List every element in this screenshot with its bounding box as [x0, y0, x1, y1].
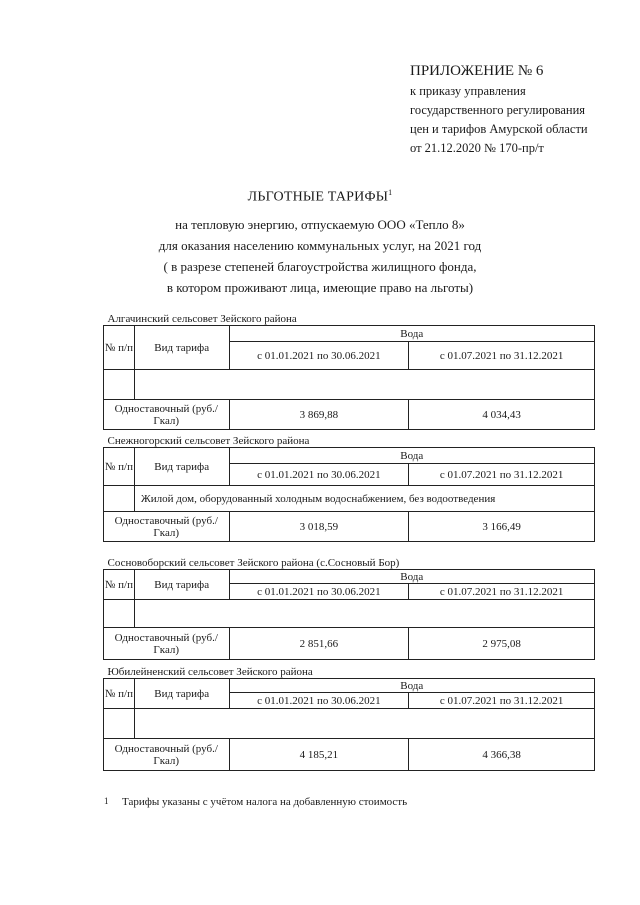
tariff-label: Одноставочный (руб./Гкал): [104, 512, 230, 542]
value-period2: 4 366,38: [409, 739, 595, 771]
footnote-ref: 1: [388, 188, 393, 197]
appendix-line: к приказу управления: [410, 84, 526, 98]
value-period1: 4 185,21: [229, 739, 409, 771]
value-period2: 2 975,08: [409, 628, 595, 660]
header-num: № п/п: [104, 679, 135, 709]
region-name: Сосновоборский сельсовет Зейского района (с.Сосновый Бор): [104, 556, 595, 570]
subtitle-line: в котором проживают лица, имеющие право на льготы): [166, 280, 474, 295]
appendix-line: цен и тарифов Амурской области: [410, 122, 588, 136]
tariff-label: Одноставочный (руб./Гкал): [104, 400, 230, 430]
header-water: Вода: [229, 448, 595, 464]
appendix-title: ПРИЛОЖЕНИЕ № 6: [410, 63, 544, 79]
footnote: [104, 796, 407, 808]
value-period1: 2 851,66: [229, 628, 409, 660]
document-title: [0, 188, 640, 206]
housing-category: [134, 709, 594, 739]
header-period2: с 01.07.2021 по 31.12.2021: [409, 464, 595, 486]
header-period1: с 01.01.2021 по 30.06.2021: [229, 464, 409, 486]
value-period1: 3 869,88: [229, 400, 409, 430]
header-num: № п/п: [104, 448, 135, 486]
region-name: Снежногорский сельсовет Зейского района: [104, 434, 595, 448]
value-period2: 4 034,43: [409, 400, 595, 430]
tariff-label: Одноставочный (руб./Гкал): [104, 628, 230, 660]
header-num: № п/п: [104, 570, 135, 600]
header-water: Вода: [229, 326, 595, 342]
appendix-line: государственного регулирования: [410, 103, 586, 117]
header-period2: с 01.07.2021 по 31.12.2021: [409, 693, 595, 709]
tariff-table: [103, 556, 595, 660]
housing-category: [134, 370, 594, 400]
header-type: Вид тарифа: [134, 448, 229, 486]
housing-category: Жилой дом, оборудованный холодным водоснабжением, без водоотведения: [134, 486, 594, 512]
header-water: Вода: [229, 679, 595, 693]
footnote-mark: 1: [104, 796, 109, 806]
document-subtitle: [0, 214, 640, 298]
document-title-text: ЛЬГОТНЫЕ ТАРИФЫ: [247, 189, 389, 205]
subtitle-line: на тепловую энергию, отпускаемую ООО «Тепло 8»: [175, 217, 465, 232]
subtitle-line: ( в разрезе степеней благоустройства жилищного фонда,: [163, 259, 477, 274]
value-period2: 3 166,49: [409, 512, 595, 542]
subtitle-line: для оказания населению коммунальных услуг, на 2021 год: [158, 238, 482, 253]
region-name: Алгачинский сельсовет Зейского района: [104, 312, 595, 326]
header-type: Вид тарифа: [134, 326, 229, 370]
header-period2: с 01.07.2021 по 31.12.2021: [409, 342, 595, 370]
header-period1: с 01.01.2021 по 30.06.2021: [229, 342, 409, 370]
header-num: № п/п: [104, 326, 135, 370]
header-type: Вид тарифа: [134, 679, 229, 709]
appendix-block: [410, 62, 588, 158]
housing-category: [134, 600, 594, 628]
value-period1: 3 018,59: [229, 512, 409, 542]
header-period1: с 01.01.2021 по 30.06.2021: [229, 584, 409, 600]
header-period1: с 01.01.2021 по 30.06.2021: [229, 693, 409, 709]
appendix-line: от 21.12.2020 № 170-пр/т: [410, 141, 544, 155]
tariff-label: Одноставочный (руб./Гкал): [104, 739, 230, 771]
header-type: Вид тарифа: [134, 570, 229, 600]
header-period2: с 01.07.2021 по 31.12.2021: [409, 584, 595, 600]
tariff-table: [103, 312, 595, 430]
footnote-text: Тарифы указаны с учётом налога на добавленную стоимость: [122, 796, 408, 808]
region-name: Юбилейненский сельсовет Зейского района: [104, 665, 595, 679]
header-water: Вода: [229, 570, 595, 584]
tariff-table: [103, 434, 595, 542]
tariff-table: [103, 665, 595, 771]
